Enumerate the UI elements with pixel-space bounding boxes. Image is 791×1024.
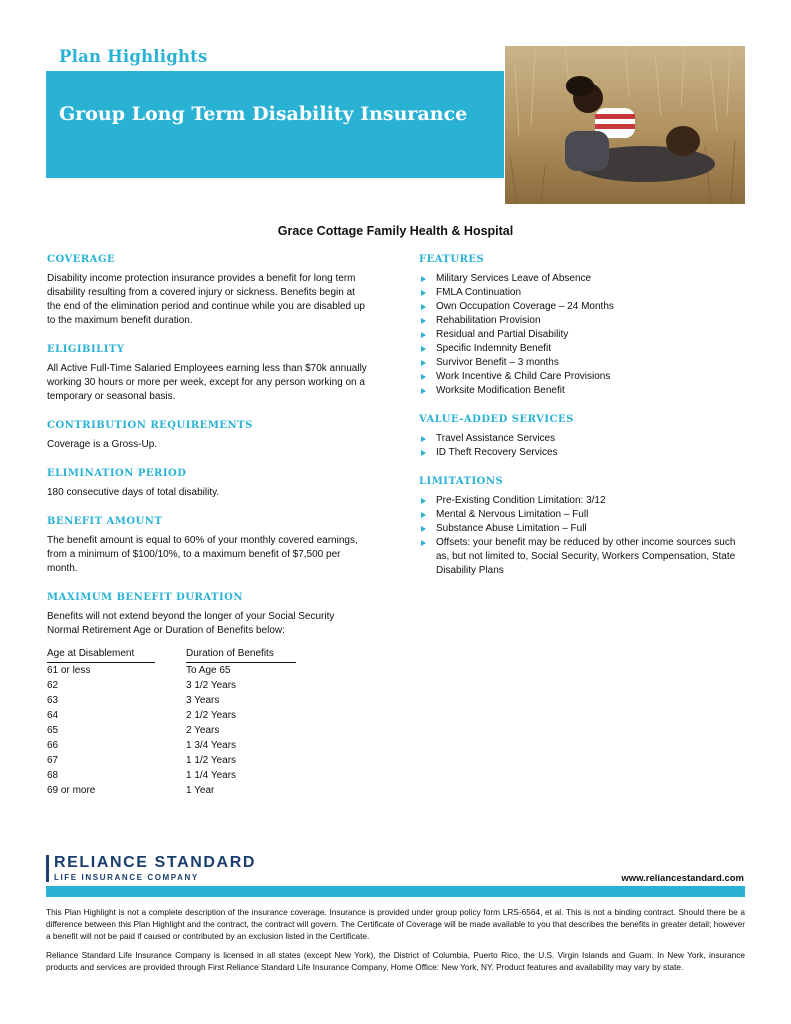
bullet-arrow-icon <box>421 346 426 352</box>
age-cell: 64 <box>47 710 59 721</box>
section-text: Coverage is a Gross-Up. <box>47 439 158 450</box>
elimination-section <box>47 468 367 500</box>
section-title: ELIMINATION PERIOD <box>47 468 187 479</box>
list-item: Rehabilitation Provision <box>419 314 749 328</box>
limitations-section <box>419 476 749 578</box>
table-row <box>47 708 296 723</box>
right-column <box>419 254 749 594</box>
limitations-list <box>419 494 749 578</box>
bullet-arrow-icon <box>421 540 426 546</box>
bullet-arrow-icon <box>421 332 426 338</box>
section-text: Benefits will not extend beyond the longer of your Social Security Normal Retirement Age or Duration of Benefits below: <box>47 611 335 636</box>
age-cell: 65 <box>47 725 59 736</box>
section-text: All Active Full-Time Salaried Employees earning less than $70k annually working 30 hours or more per week, except for any person working on a temporary or seasonal basis. <box>47 363 367 402</box>
list-item: FMLA Continuation <box>419 286 749 300</box>
duration-table <box>47 646 296 798</box>
section-title: LIMITATIONS <box>419 476 504 487</box>
duration-cell: 2 Years <box>186 725 220 736</box>
table-row <box>47 783 296 798</box>
list-item: Specific Indemnity Benefit <box>419 342 749 356</box>
duration-cell: 1 1/4 Years <box>186 770 237 781</box>
table-row <box>47 768 296 783</box>
table-row <box>47 738 296 753</box>
section-title: BENEFIT AMOUNT <box>47 516 163 527</box>
eligibility-section <box>47 344 367 404</box>
list-item: Pre-Existing Condition Limitation: 3/12 <box>419 494 749 508</box>
bullet-arrow-icon <box>421 450 426 456</box>
bullet-arrow-icon <box>421 436 426 442</box>
table-row <box>47 753 296 768</box>
max-duration-section <box>47 592 367 798</box>
bullet-arrow-icon <box>421 304 426 310</box>
table-row <box>47 678 296 693</box>
hero-photo <box>505 46 745 204</box>
page-title: Group Long Term Disability Insurance <box>59 103 468 125</box>
website-link[interactable]: www.reliancestandard.com <box>621 873 744 884</box>
list-item: ID Theft Recovery Services <box>419 446 749 460</box>
bullet-arrow-icon <box>421 276 426 282</box>
coverage-section <box>47 254 367 328</box>
list-item: Mental & Nervous Limitation – Full <box>419 508 749 522</box>
bullet-arrow-icon <box>421 388 426 394</box>
disclaimer <box>46 906 745 980</box>
duration-cell: 3 Years <box>186 695 220 706</box>
list-item: Travel Assistance Services <box>419 432 749 446</box>
section-title: FEATURES <box>419 254 485 265</box>
column-header-duration: Duration of Benefits <box>186 646 296 663</box>
disclaimer-paragraph: This Plan Highlight is not a complete description of the insurance coverage. Insurance is provided under group policy form LRS-6564, et al. This is not a binding contract. Should there be a difference between this Plan Highlight and the contract, the contract will govern. The Certificate of Coverage will be made available to you that describes the benefits in greater detail; however a benefit will not be paid if caused or contributed by an exclusion listed in the Certificate. <box>46 907 745 941</box>
left-column <box>47 254 367 814</box>
list-item: Work Incentive & Child Care Provisions <box>419 370 749 384</box>
bullet-arrow-icon <box>421 526 426 532</box>
section-title: VALUE-ADDED SERVICES <box>419 414 574 425</box>
section-title: CONTRIBUTION REQUIREMENTS <box>47 420 253 431</box>
duration-cell: To Age 65 <box>186 665 231 676</box>
duration-cell: 2 1/2 Years <box>186 710 237 721</box>
bullet-arrow-icon <box>421 512 426 518</box>
duration-cell: 1 Year <box>186 785 215 796</box>
bullet-arrow-icon <box>421 374 426 380</box>
logo-main-text: RELIANCE STANDARD <box>54 854 257 871</box>
bullet-arrow-icon <box>421 290 426 296</box>
section-text: Disability income protection insurance provides a benefit for long term disability resulting from a covered injury or sickness. Benefits begin at the end of the elimination period and continue while you are disabled up to the maximum benefit duration. <box>47 273 365 326</box>
age-cell: 69 or more <box>47 785 96 796</box>
bullet-arrow-icon <box>421 318 426 324</box>
section-title: COVERAGE <box>47 254 116 265</box>
age-cell: 67 <box>47 755 59 766</box>
list-item: Survivor Benefit – 3 months <box>419 356 749 370</box>
table-row <box>47 693 296 708</box>
logo-bar <box>46 855 49 882</box>
age-cell: 61 or less <box>47 665 91 676</box>
age-cell: 62 <box>47 680 59 691</box>
value-added-list <box>419 432 749 460</box>
section-title: ELIGIBILITY <box>47 344 125 355</box>
features-list <box>419 272 749 398</box>
eyebrow-title: Plan Highlights <box>59 47 208 66</box>
footer-divider <box>46 886 745 897</box>
age-cell: 68 <box>47 770 59 781</box>
disclaimer-paragraph: Reliance Standard Life Insurance Company is licensed in all states (except New York), the District of Columbia, Puerto Rico, the U.S. Virgin Islands and Guam. In New York, insurance products and services are provided through First Reliance Standard Life Insurance Company, Home Office: New York, NY. Product features and availability may vary by state. <box>46 950 745 972</box>
column-header-age: Age at Disablement <box>47 646 186 663</box>
logo-sub-text: LIFE INSURANCE COMPANY <box>54 873 199 882</box>
features-section <box>419 254 749 398</box>
table-header-row <box>47 646 296 663</box>
list-item: Residual and Partial Disability <box>419 328 749 342</box>
section-text: 180 consecutive days of total disability. <box>47 487 220 498</box>
age-cell: 63 <box>47 695 59 706</box>
duration-cell: 1 1/2 Years <box>186 755 237 766</box>
duration-cell: 3 1/2 Years <box>186 680 237 691</box>
section-text: The benefit amount is equal to 60% of your monthly covered earnings, from a minimum of $100/10%, to a maximum benefit of $7,500 per month. <box>47 535 358 574</box>
table-row <box>47 723 296 738</box>
bullet-arrow-icon <box>421 360 426 366</box>
family-in-field-image <box>505 46 745 204</box>
list-item: Substance Abuse Limitation – Full <box>419 522 749 536</box>
age-cell: 66 <box>47 740 59 751</box>
company-name: Grace Cottage Family Health & Hospital <box>277 224 514 238</box>
bullet-arrow-icon <box>421 498 426 504</box>
list-item: Offsets: your benefit may be reduced by other income sources such as, but not limited to, Social Security, Workers Compensation, State Disability Plans <box>419 536 749 578</box>
list-item: Worksite Modification Benefit <box>419 384 749 398</box>
benefit-section <box>47 516 367 576</box>
section-title: MAXIMUM BENEFIT DURATION <box>47 592 244 603</box>
value-added-section <box>419 414 749 460</box>
list-item: Military Services Leave of Absence <box>419 272 749 286</box>
list-item: Own Occupation Coverage – 24 Months <box>419 300 749 314</box>
contribution-section <box>47 420 367 452</box>
duration-cell: 1 3/4 Years <box>186 740 237 751</box>
table-row <box>47 663 296 678</box>
